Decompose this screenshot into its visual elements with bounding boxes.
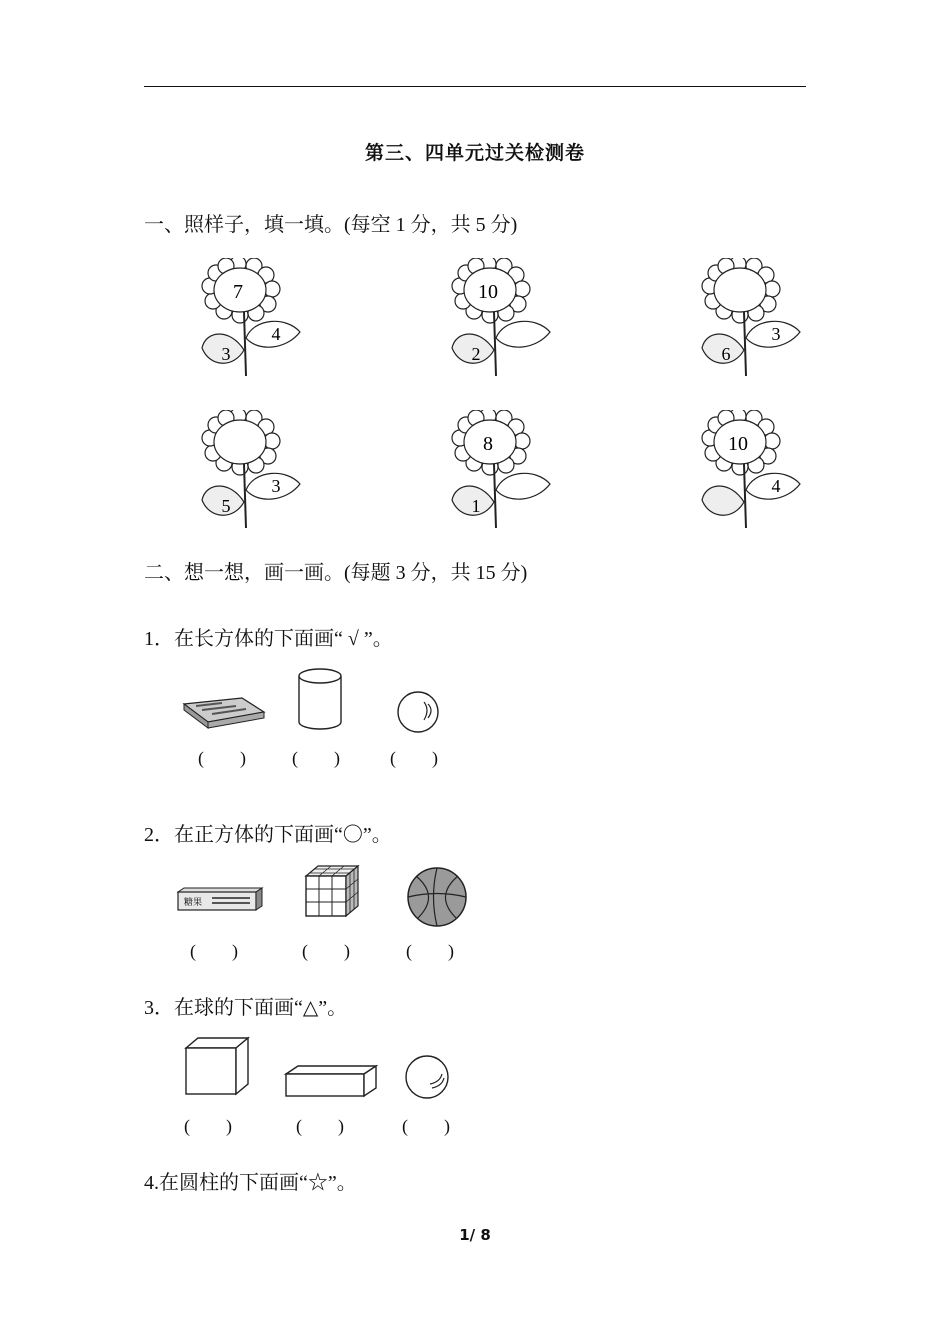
candy-box-icon	[176, 886, 264, 912]
rectangular-prism-icon	[284, 1064, 378, 1098]
answer-box[interactable]: ( )	[296, 1116, 344, 1136]
rubiks-cube-icon	[304, 864, 360, 920]
flower-1	[196, 258, 306, 378]
flower-center: 10	[478, 281, 498, 303]
answer-box[interactable]: ( )	[292, 748, 340, 768]
question-3: 3．在球的下面画“△”。	[144, 997, 348, 1019]
flower-2	[446, 258, 556, 378]
question-4: 4.在圆柱的下面画“☆”。	[144, 1172, 357, 1194]
book-rectangular-prism-icon	[182, 694, 266, 730]
page-title: 第三、四单元过关检测卷	[364, 142, 585, 164]
cylinder-icon	[296, 666, 344, 732]
flower-6	[696, 410, 806, 530]
answer-box[interactable]: ( )	[406, 941, 454, 961]
flower-center: 7	[233, 281, 243, 303]
flower-center: 10	[728, 433, 748, 455]
flower-4	[196, 410, 306, 530]
candy-label: 糖果	[184, 898, 203, 908]
ball-icon	[396, 690, 440, 734]
answer-box[interactable]: ( )	[198, 748, 246, 768]
header-rule	[144, 86, 806, 87]
flower-left-leaf: 3	[221, 344, 231, 364]
answer-box[interactable]: ( )	[184, 1116, 232, 1136]
answer-box[interactable]: ( )	[390, 748, 438, 768]
sphere-icon	[404, 1054, 450, 1100]
flower-5	[446, 410, 556, 530]
page-indicator: 1/ 8	[459, 1226, 491, 1244]
section2-heading: 二、想一想，画一画。(每题 3 分，共 15 分)	[144, 562, 528, 584]
flower-right-leaf: 3	[271, 476, 281, 496]
flower-center: 8	[483, 433, 493, 455]
flower-left-leaf: 1	[471, 496, 481, 516]
section1-heading: 一、照样子，填一填。(每空 1 分，共 5 分)	[144, 214, 518, 236]
cube-icon	[184, 1036, 252, 1098]
flower-right-leaf: 4	[271, 324, 281, 344]
flower-left-leaf: 5	[221, 496, 231, 516]
flower-3	[696, 258, 806, 378]
answer-box[interactable]: ( )	[302, 941, 350, 961]
question-1: 1．在长方体的下面画“ √ ”。	[144, 628, 393, 650]
answer-box[interactable]: ( )	[190, 941, 238, 961]
flower-right-leaf: 4	[771, 476, 781, 496]
flower-right-leaf: 3	[771, 324, 781, 344]
basketball-icon	[406, 866, 468, 928]
flower-left-leaf: 2	[471, 344, 481, 364]
answer-box[interactable]: ( )	[402, 1116, 450, 1136]
flower-left-leaf: 6	[721, 344, 731, 364]
question-2: 2．在正方体的下面画“〇”。	[144, 824, 392, 846]
